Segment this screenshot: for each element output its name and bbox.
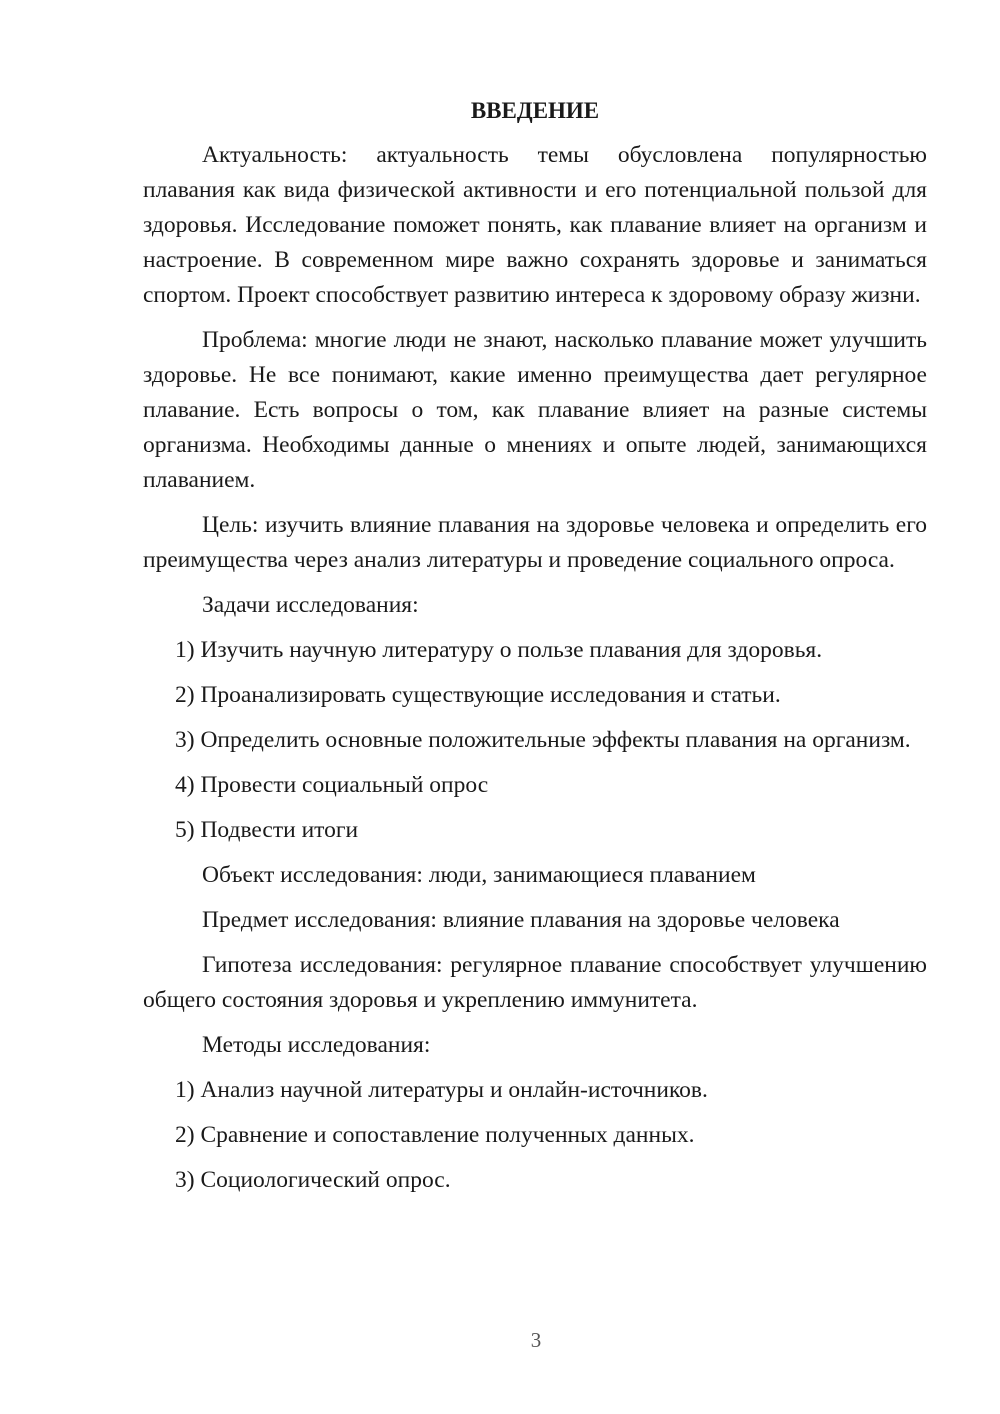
task-item: 2) Проанализировать существующие исследования и статьи. bbox=[175, 682, 781, 708]
section-heading: ВВЕДЕНИЕ bbox=[470, 98, 600, 123]
task-item: 4) Провести социальный опрос bbox=[175, 772, 489, 798]
method-item: 1) Анализ научной литературы и онлайн-источников. bbox=[175, 1077, 708, 1103]
methods-label: Методы исследования: bbox=[202, 1032, 431, 1058]
problem-paragraph: Проблема: многие люди не знают, насколько плавание может улучшить здоровье. Не все понимают, какие именно преимущества дает регулярное плавание. Есть вопросы о том, как плавание влияет на разные системы организма. Необходимы данные о мнениях и опыте людей, занимающихся плаванием. bbox=[143, 327, 927, 493]
task-item: 5) Подвести итоги bbox=[175, 817, 359, 843]
task-item: 1) Изучить научную литературу о пользе плавания для здоровья. bbox=[175, 637, 823, 663]
task-item: 3) Определить основные положительные эффекты плавания на организм. bbox=[175, 727, 911, 753]
hypothesis-paragraph: Гипотеза исследования: регулярное плавание способствует улучшению общего состояния здоровья и укреплению иммунитета. bbox=[143, 952, 927, 1013]
page-number: 3 bbox=[530, 1328, 542, 1352]
method-item: 3) Социологический опрос. bbox=[175, 1167, 451, 1193]
subject-line: Предмет исследования: влияние плавания на здоровье человека bbox=[202, 907, 840, 933]
page-content bbox=[143, 93, 927, 1208]
relevance-paragraph: Актуальность: актуальность темы обусловлена популярностью плавания как вида физической активности и его потенциальной пользой для здоровья. Исследование поможет понять, как плавание влияет на организм и настроение. В современном мире важно сохранять здоровье и заниматься спортом. Проект способствует развитию интереса к здоровому образу жизни. bbox=[143, 142, 927, 308]
object-line: Объект исследования: люди, занимающиеся плаванием bbox=[202, 862, 756, 888]
tasks-label: Задачи исследования: bbox=[202, 592, 419, 618]
method-item: 2) Сравнение и сопоставление полученных данных. bbox=[175, 1122, 695, 1148]
goal-paragraph: Цель: изучить влияние плавания на здоровье человека и определить его преимущества через анализ литературы и проведение социального опроса. bbox=[143, 512, 927, 573]
